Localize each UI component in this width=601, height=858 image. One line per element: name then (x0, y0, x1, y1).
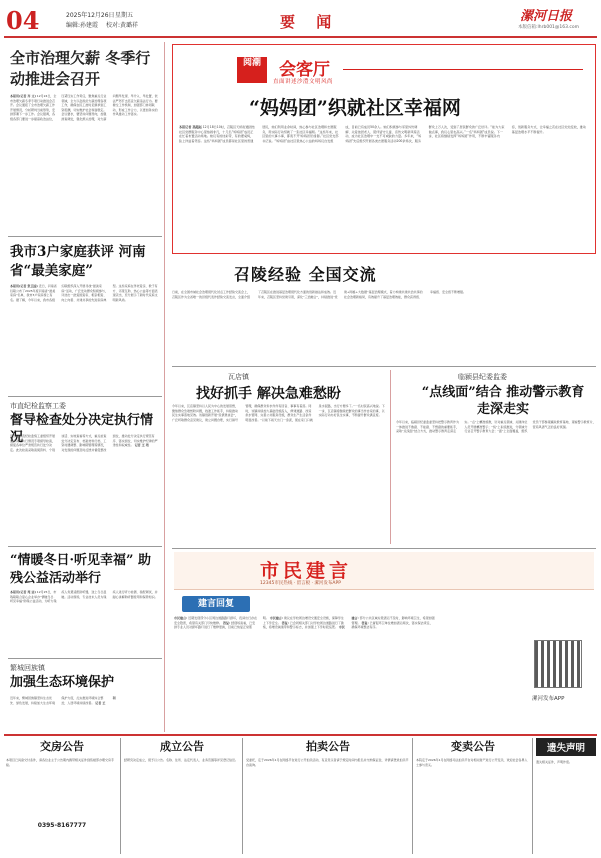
paper-hotline: 本版信箱:lhrb001@163.com (518, 25, 580, 30)
story4-body: 本报讯(记者 苑 洁) 12月25日，市残联联合爱心企业举办“情暖冬日·听见幸福”助残公益活动，为听力残疾人免费适配助听器，送上冬日温暖。活动现场，专业技术人员为残疾人进行听力检测、验配调试，并耐心讲解助听器使用和保养知识。 (10, 590, 158, 604)
feature-series-sub: 直面讲述沙澧文明风尚 (273, 79, 334, 85)
paper-logo (520, 5, 572, 24)
minjian-header (174, 552, 594, 590)
mid1-headline: 召陵经验 全国交流 (234, 265, 377, 284)
section-rule (172, 548, 596, 549)
notices-rule (4, 734, 597, 736)
mid3-headline: “点线面”结合 推动警示教育走深走实 (421, 385, 585, 417)
notice-divider (120, 738, 121, 854)
story-rule (8, 396, 162, 397)
qr-code[interactable] (534, 640, 582, 688)
notice-jiaofang-body: 本项目已具备交付条件，请各位业主于公告期内携带相关证件到售楼部办理交房手续。 (6, 758, 115, 767)
qa3-answer: 答复: (361, 620, 369, 625)
notice-paimai-title: 拍卖公告 (306, 740, 350, 753)
qa2-question: 市民建言: (269, 616, 283, 620)
feature-body: 本报记者 高超赵 12月18日10时，召陵区天桥街道团结社区党群服务中心里热闹非凡，十几名“妈妈团”成员正在忙着布置活动场地。她们有的挂彩带，有的摆桌椅，脸上洋溢着笑容。这些“妈妈团”成员都是社区里的普通居民，她们利用业余时间，热心参与社区治理和志愿服务，用实际行动织就了一张社区幸福网。“这些年来，社区里的大事小事，都离不开‘妈妈团’的身影。”社区党支部书记说。“妈妈团”由社区里热心公益的妈妈们自发组成，目前已有成员50余人。她们积极参与邻里纠纷调解、关爱独居老人、陪伴留守儿童、宣传文明新风等活动，成为社区治理中一支不可或缺的力量。多年来，“妈妈团”先后组织开展各类志愿服务活动200余场次，服务群众上万人次，受到了居民群众的广泛好评。“能为大家做点事，我们心里也高兴。”一名“妈妈团”成员说。下一步，社区将继续发挥“妈妈团”作用，不断丰富服务内容，创新服务方式，让幸福之花在社区处处绽放，推动基层治理水平不断提升。 (179, 125, 586, 143)
notice-paimai-body: 受委托，定于2026年1月在网络平台进行公开拍卖活动，有意竞买者请于规定时间内报名并交纳保证金，详情请登录拍卖平台查询。 (246, 758, 409, 767)
reply-box-label (182, 596, 250, 612)
section-rule (172, 366, 596, 367)
mid2-body: 今年以来，瓦店镇坚持以人民为中心的发展思想，聚焦群众急难愁盼问题，找准工作抓手，持续推动民生实事落地见效。该镇创新开展“民情恳谈会”，广泛听取群众意见建议，建立问题台账，实行销号管理，确保群众诉求件件有回音、事事有着落。同时，该镇持续加大基础设施投入，修建道路、改造供水管网、完善公共服务设施，群众生产生活条件明显改善。“以前下雨天出门一身泥，现在家门口就是水泥路，出行方便多了。”一名村民高兴地说。下一步，瓦店镇将继续把群众的事当作自家的事，以实际行动办好民生实事，不断提升群众满意度。 (172, 404, 385, 422)
qa3-question: 市民建言: (338, 616, 359, 630)
notice-chengli-body: 经研究决定成立，现予以公告。名称、住所、法定代表人、业务范围等详见登记信息。 (124, 758, 239, 762)
feature-rule (343, 69, 583, 70)
story3-byline: 记者 王 苑 (134, 443, 149, 448)
story3-headline: 督导检查处分决定执行情况 (10, 413, 154, 445)
story1-byline: 本报讯(记者 齐 文) (10, 94, 36, 98)
notice-yishi-body: 遗失相关证件，声明作废。 (536, 760, 573, 764)
story2-headline: 我市3户家庭获评 河南省“最美家庭” (10, 244, 146, 279)
notice-biānmai (416, 738, 530, 854)
story5-headline: 加强生态环境保护 (10, 675, 115, 690)
story5-kicker: 繁城回族镇 (10, 664, 45, 672)
notice-jiaofang-title: 交房公告 (40, 740, 84, 753)
mid3-kicker: 临颍县纪委监委 (458, 373, 507, 381)
story4-headline: “情暖冬日·听见幸福” 助残公益活动举行 (10, 553, 152, 586)
notice-chengli-title: 成立公告 (160, 740, 204, 753)
qa1-question: 市民建言: (174, 616, 188, 620)
notice-divider (412, 738, 413, 854)
issue-date: 2025年12月26日 (66, 12, 115, 19)
issue-weekday: 星期五 (115, 12, 134, 19)
feature-byline: 本报记者 高超赵 (179, 125, 202, 129)
story5-body: 近年来，繁城回族镇坚持生态优先、绿色发展，持续加大生态环境保护力度，扎实推进环境综合整治，人居环境持续改善。 记者 王 利 (10, 696, 116, 705)
mid3-body: 今年以来，临颍县纪委监委坚持把警示教育作为一体推进不敢腐、不能腐、不想腐的重要抓手，采取“点线面”结合方式，推动警示教育走深走实。“点”上精准施教，针对重点领域、关键岗位人员开展精准警示；“线”上系统推进，分领域分行业召开警示教育大会；“面”上全面覆盖，组织党员干部参观廉政教育基地、观看警示教育片，营造风清气正的良好氛围。 (396, 420, 596, 434)
notice-bianmai-body: 本院定于2026年1月在网络司法拍卖平台对相关财产进行公开变卖，欢迎社会各界人士参与竞买。 (416, 758, 528, 767)
feature-logo (237, 57, 267, 83)
mid2-headline: 找好抓手 解决急难愁盼 (196, 386, 341, 402)
page-number: 04 (6, 6, 40, 35)
qa1-answer: 答复: (222, 620, 231, 625)
reply-box-label-text: 建言回复 (197, 599, 234, 609)
minjian-title: 市民建言 (260, 560, 353, 582)
proof-credit: 校对:黄璐祥 (106, 22, 139, 29)
feature-series: 会客厅 (279, 60, 330, 80)
story2-byline: 本报讯(记者 张卫国) (10, 284, 38, 288)
column-divider (390, 370, 391, 544)
story1-headline: 全市治理欠薪 冬季行动推进会召开 (10, 49, 151, 88)
notice-yishi (536, 738, 596, 854)
notice-chengli (124, 738, 240, 854)
header-rule (4, 36, 597, 38)
story-rule (8, 236, 162, 237)
mid2-kicker: 瓦店镇 (228, 373, 249, 381)
story3-kicker: 市直纪检监察工委 (10, 402, 66, 410)
feature-logo-text: 阅潮 (242, 58, 261, 68)
notice-jiaofang (6, 738, 118, 854)
feature-box (172, 44, 596, 254)
notice-divider (532, 738, 533, 854)
notice-jiaofang-phone: 0395-8167777 (37, 822, 87, 829)
notice-bianmai-title: 变卖公告 (451, 740, 495, 753)
story-rule (8, 658, 162, 659)
story4-byline: 本报讯(记者 苑 洁) (10, 590, 36, 594)
app-label: 漯河发布APP (532, 696, 565, 702)
column-divider (164, 42, 165, 732)
notice-divider (242, 738, 243, 854)
story1-body: 本报讯(记者 齐 文) 12月24日，全市治理欠薪冬季专项行动推进会召开。会议通报了全市治理欠薪工作开展情况，分析研判当前形势，安排部署下一步工作。会议强调，各级各部门要进一步提高政治站位，压紧压实工作责任，聚焦重点行业领域，全力以赴抓好欠薪治理各项工作，确保农民工按时足额拿到工资报酬，切实维护社会和谐稳定。会议要求，要坚持问题导向，加强排查调处，强化源头治理，对欠薪问题早发现、早介入、早处置，依法严厉打击恶意欠薪违法行为。要健全工作机制，加强部门协同联动，形成工作合力，以更加务实的作风推动工作落实。 (10, 94, 158, 121)
masthead (0, 0, 601, 40)
minjian-subtitle: 12345市民热线 · 留言板 · 漯河发布APP (260, 581, 341, 586)
notice-paimai (246, 738, 410, 854)
feature-headline: “妈妈团”织就社区幸福网 (249, 97, 461, 119)
mid1-body: 日前，在全国市域社会治理现代化试点工作经验交流会上，召陵区作为全省唯一的县级代表作经验交流发言，全面介绍了召陵区在推进基层治理现代化方面的创新做法和成效。近年来，召陵区坚持党建引领，深化“三治融合”，持续推进“党建+网格+大数据”基层治理模式，着力构建共建共治共享的社会治理新格局，有效提升了基层治理效能，群众获得感、幸福感、安全感不断增强。 (172, 290, 467, 299)
qa2-answer: 答复: (281, 620, 289, 625)
editor-credit: 编辑:孙建霞 (66, 22, 99, 29)
story5-byline: 记者 王 利 (95, 696, 116, 705)
section-title: 要 闻 (280, 13, 340, 31)
minjian-body: 市民建言: 近期发现部分小区周边道路路灯损坏，夜间出行存在安全隐患，希望有关部门尽快维修。 答复: 经现场查看，已安排专业人员对损坏路灯进行了维修更换，目前已恢复正常照明。 市民建言: 建议在学校周边增设交通安全设施，保障学生上下学安全。 答复: 已会同相关部门对学校周边道路进行了勘察，将增设减速带和警示标志，并加强上下学时段巡逻。 市民建言: 部分公共区域垃圾清运不及时，影响环境卫生，希望加强管理。 答复: 已督促环卫单位增加清运频次，落实保洁责任，确保环境整洁有序。 (174, 616, 435, 630)
story2-body: 本报讯(记者 张卫国) 近日，河南省妇联公布了2025年度河南省“最美家庭”名单，我市3户家庭榜上有名。据了解，今年以来，我市各级妇联组织深入开展寻找“最美家庭”活动，广泛发动群众积极参与，评选出一批爱国爱家、相亲相爱、向上向善、共建共享的先进家庭典型。这些家庭在孝老爱亲、教子有方、邻里互助、热心公益等方面表现突出，充分展示了新时代家庭文明新风尚。 (10, 284, 158, 302)
story3-body: 近日，市直纪检监察工委组织开展处分决定执行情况专项督导检查，督促各单位严肃规范执行处分决定。此次检查采取查阅资料、个别谈话、实地查看等方式，重点检查处分决定宣布、档案材料归档、工资待遇调整、影响期管理等情况，对发现的问题及时反馈并督促整改到位，推动处分决定执行规范有序、落实到位，切实维护纪律的严肃性和权威性。 记者 王 苑 (10, 434, 158, 452)
notice-yishi-title: 遗失声明 (536, 738, 596, 756)
paper-name: 漯河日报 (520, 9, 573, 24)
story-rule (8, 546, 162, 547)
